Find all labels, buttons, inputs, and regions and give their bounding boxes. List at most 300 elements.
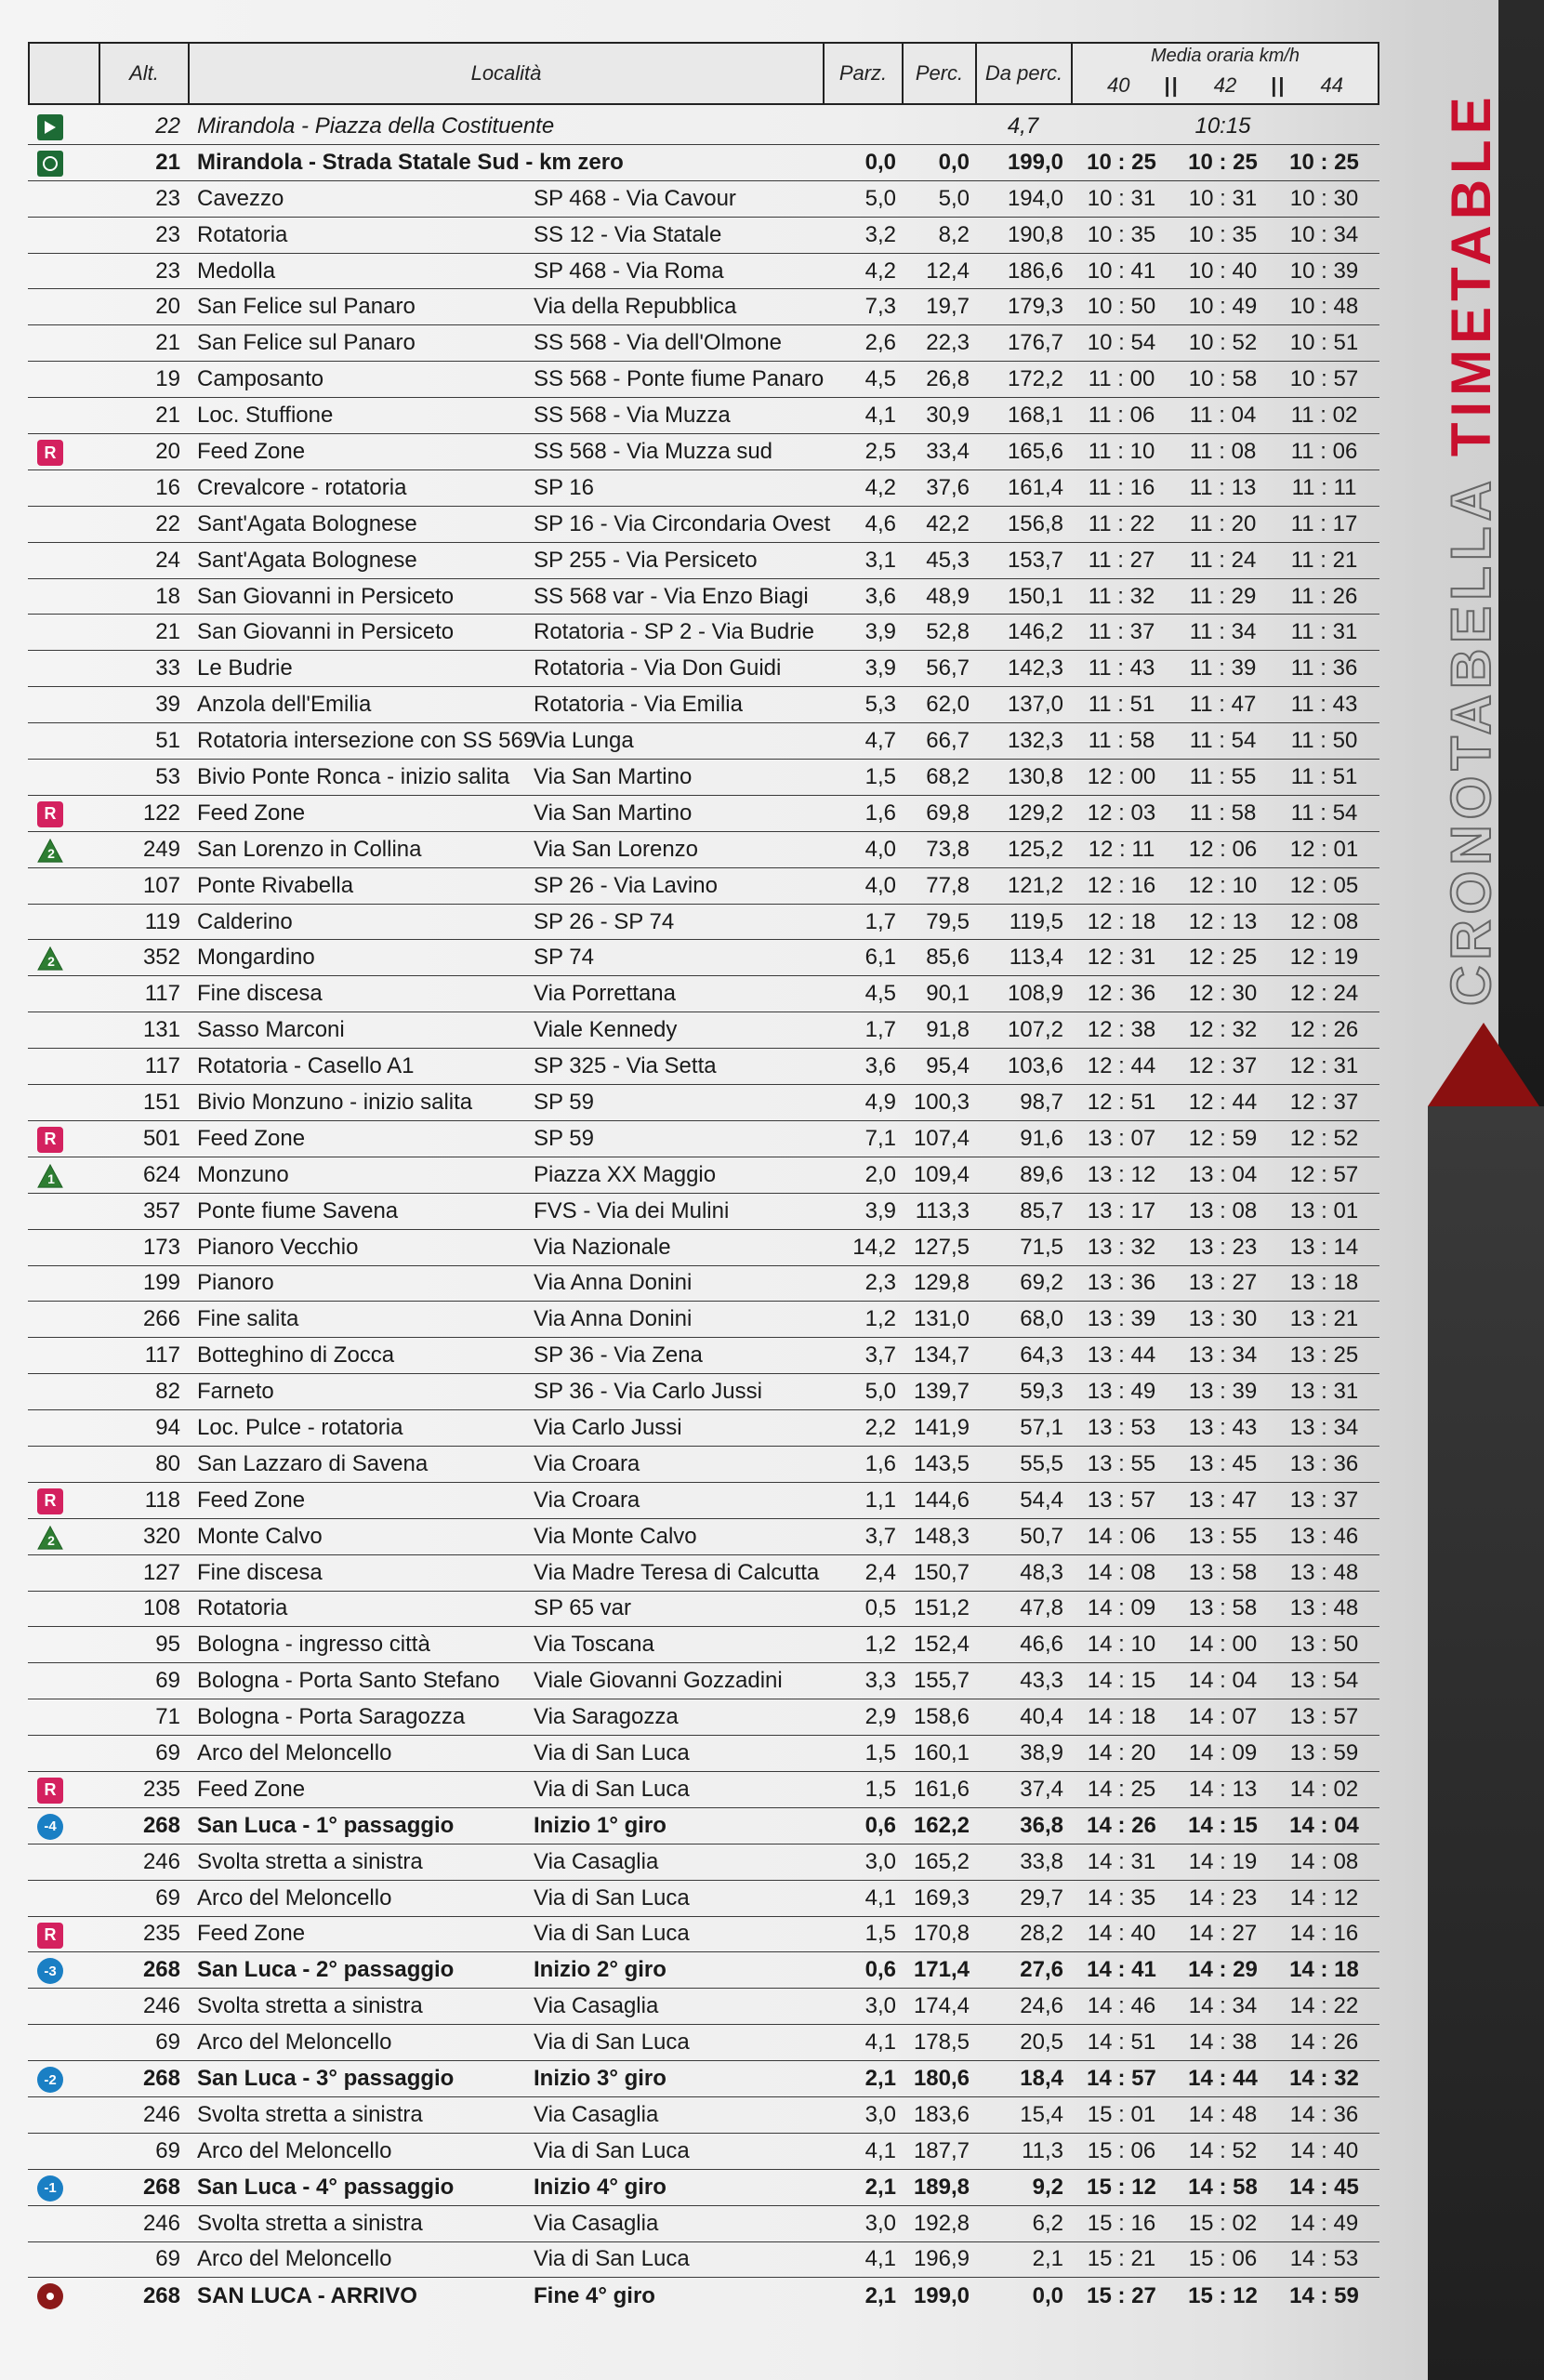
row-localita: Svolta stretta a sinistra bbox=[197, 2210, 423, 2236]
row-icon-cell bbox=[28, 2278, 99, 2314]
row-parz: 0,0 bbox=[864, 149, 896, 175]
row-alt: 352 bbox=[142, 945, 180, 971]
row-parz: 1,1 bbox=[864, 1487, 896, 1513]
row-road: SS 12 - Via Statale bbox=[534, 221, 722, 247]
row-parz: 0,5 bbox=[864, 1595, 896, 1621]
table-row bbox=[28, 868, 1379, 905]
row-localita: Fine discesa bbox=[197, 1559, 323, 1585]
row-perc: 69,8 bbox=[926, 800, 970, 826]
row-localita: Monte Calvo bbox=[197, 1523, 323, 1549]
row-time-40: 11 : 43 bbox=[1088, 655, 1155, 681]
feed-zone-icon: R bbox=[37, 1923, 63, 1949]
row-time-42: 14 : 44 bbox=[1188, 2066, 1258, 2092]
row-perc: 162,2 bbox=[913, 1812, 970, 1838]
row-localita: San Luca - 2° passaggio bbox=[197, 1957, 455, 1983]
row-time-42: 11 : 20 bbox=[1189, 510, 1257, 536]
lap-counter-icon: -2 bbox=[37, 2067, 63, 2093]
row-time-40: 11 : 00 bbox=[1088, 366, 1155, 392]
row-parz: 4,6 bbox=[864, 510, 896, 536]
row-alt: 22 bbox=[155, 510, 180, 536]
row-time-44: 11 : 50 bbox=[1290, 728, 1358, 754]
row-road: Inizio 1° giro bbox=[534, 1812, 666, 1838]
row-parz: 0,6 bbox=[864, 1957, 896, 1983]
row-alt: 23 bbox=[155, 185, 180, 211]
table-row bbox=[28, 832, 1379, 868]
row-alt: 117 bbox=[144, 1342, 180, 1368]
row-perc: 8,2 bbox=[938, 221, 970, 247]
row-parz: 2,5 bbox=[864, 438, 896, 464]
row-da-perc: 69,2 bbox=[1020, 1270, 1063, 1296]
row-road: Via di San Luca bbox=[534, 2030, 690, 2056]
row-time-40: 14 : 31 bbox=[1087, 1848, 1156, 1874]
feed-zone-icon: R bbox=[37, 1488, 63, 1514]
row-alt: 82 bbox=[155, 1379, 180, 1405]
row-da-perc: 36,8 bbox=[1020, 1812, 1063, 1838]
row-parz: 7,1 bbox=[864, 1125, 896, 1151]
row-time-44: 12 : 01 bbox=[1289, 836, 1359, 862]
row-parz: 4,5 bbox=[864, 981, 896, 1007]
row-da-perc: 153,7 bbox=[1007, 547, 1063, 573]
side-banner-edge bbox=[1498, 0, 1544, 1106]
row-perc: 42,2 bbox=[926, 510, 970, 536]
row-alt: 268 bbox=[142, 1957, 180, 1983]
row-da-perc: 54,4 bbox=[1020, 1487, 1063, 1513]
table-row bbox=[28, 325, 1379, 362]
row-perc: 91,8 bbox=[926, 1017, 970, 1043]
row-icon-cell bbox=[28, 181, 99, 217]
row-perc: 187,7 bbox=[913, 2137, 970, 2163]
row-localita: Arco del Meloncello bbox=[197, 2030, 392, 2056]
row-road: Via Madre Teresa di Calcutta bbox=[534, 1559, 820, 1585]
header-speeds bbox=[1073, 68, 1378, 103]
table-row bbox=[28, 1772, 1379, 1808]
row-time-42: 14 : 09 bbox=[1188, 1740, 1258, 1766]
row-perc: 66,7 bbox=[926, 728, 970, 754]
row-parz: 4,1 bbox=[864, 2137, 896, 2163]
row-time-42: 13 : 55 bbox=[1188, 1523, 1258, 1549]
row-perc: 68,2 bbox=[926, 763, 970, 789]
table-row bbox=[28, 1302, 1379, 1338]
table-row bbox=[28, 687, 1379, 723]
row-icon-cell bbox=[28, 145, 99, 180]
row-icon-cell bbox=[28, 579, 99, 615]
row-parz: 1,5 bbox=[864, 1921, 896, 1947]
row-time-40: 12 : 38 bbox=[1087, 1017, 1156, 1043]
row-time-42: 13 : 39 bbox=[1188, 1379, 1258, 1405]
row-alt: 624 bbox=[142, 1161, 180, 1187]
row-road: SS 568 - Via Muzza sud bbox=[534, 438, 773, 464]
row-road: SP 325 - Via Setta bbox=[534, 1053, 717, 1079]
table-row bbox=[28, 1049, 1379, 1085]
row-time-42: 14 : 23 bbox=[1188, 1884, 1258, 1911]
row-time-44: 14 : 02 bbox=[1289, 1776, 1359, 1802]
row-alt: 69 bbox=[155, 2030, 180, 2056]
row-parz: 2,4 bbox=[864, 1559, 896, 1585]
row-perc: 26,8 bbox=[926, 366, 970, 392]
row-da-perc: 98,7 bbox=[1020, 1089, 1063, 1115]
row-time-42: 10 : 25 bbox=[1188, 149, 1258, 175]
row-alt: 69 bbox=[155, 2246, 180, 2272]
row-da-perc: 15,4 bbox=[1020, 2101, 1063, 2127]
row-time-44: 14 : 26 bbox=[1289, 2030, 1359, 2056]
row-alt: 131 bbox=[142, 1017, 180, 1043]
row-icon-cell bbox=[28, 507, 99, 542]
row-road: SP 59 bbox=[534, 1089, 594, 1115]
row-time-44: 10 : 25 bbox=[1289, 149, 1359, 175]
row-icon-cell bbox=[28, 868, 99, 904]
table-row bbox=[28, 1338, 1379, 1374]
row-da-perc: 48,3 bbox=[1020, 1559, 1063, 1585]
row-alt: 357 bbox=[142, 1197, 180, 1223]
row-time-44: 13 : 57 bbox=[1289, 1704, 1359, 1730]
row-localita: San Felice sul Panaro bbox=[197, 294, 416, 320]
row-localita: Pianoro Vecchio bbox=[197, 1234, 359, 1260]
row-road: SP 16 - Via Circondaria Ovest bbox=[534, 510, 831, 536]
row-perc: 165,2 bbox=[913, 1848, 970, 1874]
row-icon-cell bbox=[28, 1483, 99, 1518]
row-localita: San Lorenzo in Collina bbox=[197, 836, 422, 862]
row-alt: 246 bbox=[142, 1993, 180, 2019]
table-row bbox=[28, 1989, 1379, 2025]
row-time-42: 14 : 58 bbox=[1188, 2174, 1258, 2200]
row-time-42: 11 : 47 bbox=[1189, 692, 1257, 718]
row-da-perc: 119,5 bbox=[1009, 908, 1063, 934]
row-localita: San Giovanni in Persiceto bbox=[197, 583, 455, 609]
row-icon-cell bbox=[28, 1519, 99, 1554]
row-localita: Loc. Pulce - rotatoria bbox=[197, 1415, 403, 1440]
row-road: Via Nazionale bbox=[534, 1234, 671, 1260]
row-parz: 1,6 bbox=[864, 800, 896, 826]
row-time-42: 15 : 12 bbox=[1188, 2282, 1258, 2308]
row-time-44: 12 : 08 bbox=[1289, 908, 1359, 934]
table-row bbox=[28, 181, 1379, 218]
row-localita: San Felice sul Panaro bbox=[197, 330, 416, 356]
row-da-perc: 113,4 bbox=[1009, 945, 1063, 971]
row-road: Via di San Luca bbox=[534, 1884, 690, 1911]
row-time-40: 12 : 44 bbox=[1087, 1053, 1156, 1079]
row-localita: Sasso Marconi bbox=[197, 1017, 345, 1043]
row-parz: 4,1 bbox=[864, 2030, 896, 2056]
table-row bbox=[28, 1157, 1379, 1194]
row-perc: 48,9 bbox=[926, 583, 970, 609]
table-row bbox=[28, 254, 1379, 290]
row-time-44: 11 : 43 bbox=[1290, 692, 1358, 718]
row-time-44: 10 : 57 bbox=[1289, 366, 1359, 392]
row-time-40: 11 : 27 bbox=[1088, 547, 1155, 573]
row-time-44: 11 : 26 bbox=[1290, 583, 1358, 609]
row-localita: Feed Zone bbox=[197, 1125, 306, 1151]
row-da-perc: 46,6 bbox=[1020, 1632, 1063, 1658]
row-icon-cell bbox=[28, 2170, 99, 2205]
row-da-perc: 4,7 bbox=[1007, 112, 1039, 139]
timetable bbox=[28, 109, 1379, 2314]
row-time-42: 11 : 58 bbox=[1189, 800, 1257, 826]
table-row bbox=[28, 1699, 1379, 1736]
row-icon-cell bbox=[28, 2025, 99, 2060]
row-icon-cell bbox=[28, 1844, 99, 1880]
row-time-40: 13 : 53 bbox=[1087, 1415, 1156, 1440]
row-icon-cell bbox=[28, 796, 99, 831]
row-time-40: 10 : 54 bbox=[1087, 330, 1156, 356]
row-road: Via Toscana bbox=[534, 1632, 654, 1658]
row-da-perc: 125,2 bbox=[1007, 836, 1063, 862]
row-parz: 2,1 bbox=[864, 2066, 896, 2092]
row-perc: 171,4 bbox=[913, 1957, 970, 1983]
row-time-40: 15 : 27 bbox=[1087, 2282, 1156, 2308]
row-time-42: 11 : 24 bbox=[1189, 547, 1257, 573]
row-localita: Bologna - Porta Saragozza bbox=[197, 1704, 466, 1730]
row-localita: Camposanto bbox=[197, 366, 324, 392]
row-time-40: 13 : 07 bbox=[1087, 1125, 1156, 1151]
row-road: Inizio 4° giro bbox=[534, 2174, 666, 2200]
row-perc: 12,4 bbox=[926, 258, 970, 284]
row-time-42: 13 : 43 bbox=[1188, 1415, 1258, 1440]
row-time-40: 14 : 46 bbox=[1087, 1993, 1156, 2019]
row-time-40: 13 : 32 bbox=[1087, 1234, 1156, 1260]
row-localita: Sant'Agata Bolognese bbox=[197, 510, 417, 536]
row-road: Via Monte Calvo bbox=[534, 1523, 697, 1549]
row-da-perc: 33,8 bbox=[1020, 1848, 1063, 1874]
row-perc: 170,8 bbox=[913, 1921, 970, 1947]
row-alt: 268 bbox=[142, 2066, 180, 2092]
row-perc: 30,9 bbox=[926, 403, 970, 429]
row-time-44: 14 : 18 bbox=[1289, 1957, 1359, 1983]
row-parz: 3,0 bbox=[864, 2210, 896, 2236]
row-da-perc: 91,6 bbox=[1020, 1125, 1063, 1151]
row-alt: 266 bbox=[142, 1306, 180, 1332]
row-alt: 18 bbox=[155, 583, 180, 609]
row-road: Piazza XX Maggio bbox=[534, 1161, 717, 1187]
row-time-44: 13 : 46 bbox=[1289, 1523, 1359, 1549]
row-icon-cell bbox=[28, 1338, 99, 1373]
row-time-42: 14 : 29 bbox=[1188, 1957, 1258, 1983]
row-time-42: 10 : 52 bbox=[1188, 330, 1258, 356]
climb-category-icon: 2 bbox=[37, 838, 63, 864]
row-time-44: 14 : 12 bbox=[1289, 1884, 1359, 1911]
table-row bbox=[28, 1627, 1379, 1663]
row-time-42: 14 : 19 bbox=[1188, 1848, 1258, 1874]
row-time-40: 14 : 40 bbox=[1087, 1921, 1156, 1947]
table-row bbox=[28, 2278, 1379, 2314]
row-icon-cell bbox=[28, 2097, 99, 2133]
row-time-40: 14 : 18 bbox=[1087, 1704, 1156, 1730]
row-da-perc: 57,1 bbox=[1020, 1415, 1063, 1440]
row-perc: 152,4 bbox=[913, 1632, 970, 1658]
row-time-40: 10 : 50 bbox=[1087, 294, 1156, 320]
row-alt: 16 bbox=[155, 474, 180, 500]
row-road: SP 36 - Via Carlo Jussi bbox=[534, 1379, 762, 1405]
row-perc: 77,8 bbox=[926, 872, 970, 898]
row-time-40: 11 : 37 bbox=[1088, 619, 1155, 645]
table-row bbox=[28, 1663, 1379, 1699]
row-icon-cell bbox=[28, 1302, 99, 1337]
table-row bbox=[28, 905, 1379, 941]
row-perc: 158,6 bbox=[913, 1704, 970, 1730]
row-localita: Rotatoria bbox=[197, 221, 288, 247]
row-road: SP 468 - Via Roma bbox=[534, 258, 724, 284]
row-icon-cell bbox=[28, 1881, 99, 1916]
row-localita: Anzola dell'Emilia bbox=[197, 692, 372, 718]
row-localita: Svolta stretta a sinistra bbox=[197, 2101, 423, 2127]
row-alt: 501 bbox=[142, 1125, 180, 1151]
row-road: SP 26 - SP 74 bbox=[534, 908, 675, 934]
row-time-44: 12 : 37 bbox=[1289, 1089, 1359, 1115]
row-da-perc: 50,7 bbox=[1020, 1523, 1063, 1549]
row-time-42: 15 : 06 bbox=[1188, 2246, 1258, 2272]
row-time-40: 12 : 00 bbox=[1087, 763, 1156, 789]
row-time-44: 11 : 21 bbox=[1290, 547, 1358, 573]
row-road: SS 568 - Via dell'Olmone bbox=[534, 330, 782, 356]
row-time-44: 11 : 02 bbox=[1290, 403, 1358, 429]
row-localita: Feed Zone bbox=[197, 1776, 306, 1802]
row-perc: 52,8 bbox=[926, 619, 970, 645]
row-time-44: 11 : 31 bbox=[1290, 619, 1358, 645]
row-time-44: 12 : 19 bbox=[1289, 945, 1359, 971]
table-row bbox=[28, 615, 1379, 651]
row-alt: 19 bbox=[155, 366, 180, 392]
row-road: SS 568 - Ponte fiume Panaro bbox=[534, 366, 825, 392]
row-road: Via Croara bbox=[534, 1487, 640, 1513]
row-parz: 3,0 bbox=[864, 1848, 896, 1874]
row-time-42: 12 : 30 bbox=[1188, 981, 1258, 1007]
row-time-42: 14 : 27 bbox=[1188, 1921, 1258, 1947]
side-title bbox=[1439, 28, 1502, 1023]
row-time-44: 13 : 25 bbox=[1289, 1342, 1359, 1368]
row-time-42: 11 : 29 bbox=[1189, 583, 1257, 609]
side-title-cronotabella: CRONOTABELLA bbox=[1439, 475, 1502, 1006]
row-time-40: 14 : 09 bbox=[1087, 1595, 1156, 1621]
row-parz: 3,0 bbox=[864, 1993, 896, 2019]
side-banner-dark bbox=[1428, 1106, 1544, 2380]
row-icon-cell bbox=[28, 2134, 99, 2169]
row-alt: 173 bbox=[142, 1234, 180, 1260]
row-time-42: 13 : 45 bbox=[1188, 1450, 1258, 1476]
row-localita: Monzuno bbox=[197, 1161, 289, 1187]
row-parz: 4,0 bbox=[864, 836, 896, 862]
row-alt: 108 bbox=[142, 1595, 180, 1621]
row-road: Via Carlo Jussi bbox=[534, 1415, 682, 1440]
row-parz: 1,5 bbox=[864, 1776, 896, 1802]
row-parz: 4,2 bbox=[864, 258, 896, 284]
row-road: SP 468 - Via Cavour bbox=[534, 185, 736, 211]
row-time-40: 15 : 16 bbox=[1087, 2210, 1156, 2236]
row-time-42: 14 : 04 bbox=[1188, 1668, 1258, 1694]
row-localita: Mongardino bbox=[197, 945, 315, 971]
row-icon-cell bbox=[28, 1592, 99, 1627]
row-road: Via Anna Donini bbox=[534, 1270, 693, 1296]
table-row bbox=[28, 543, 1379, 579]
row-time-42: 12 : 59 bbox=[1188, 1125, 1258, 1151]
row-time-44: 13 : 21 bbox=[1289, 1306, 1359, 1332]
row-time-40: 12 : 51 bbox=[1087, 1089, 1156, 1115]
row-alt: 199 bbox=[142, 1270, 180, 1296]
row-localita: Botteghino di Zocca bbox=[197, 1342, 395, 1368]
climb-category-icon: 2 bbox=[37, 945, 63, 972]
row-localita: Svolta stretta a sinistra bbox=[197, 1993, 423, 2019]
row-parz: 4,1 bbox=[864, 2246, 896, 2272]
row-road: Via Casaglia bbox=[534, 1993, 659, 2019]
header-parz: Parz. bbox=[825, 44, 904, 103]
row-icon-cell bbox=[28, 976, 99, 1012]
row-time-40: 11 : 16 bbox=[1088, 474, 1155, 500]
row-localita: Pianoro bbox=[197, 1270, 274, 1296]
lap-counter-icon: -4 bbox=[37, 1814, 63, 1840]
row-localita: San Luca - 4° passaggio bbox=[197, 2174, 455, 2200]
header-media-title: Media oraria km/h bbox=[1150, 45, 1300, 66]
row-time-40: 15 : 21 bbox=[1087, 2246, 1156, 2272]
row-parz: 2,9 bbox=[864, 1704, 896, 1730]
row-perc: 22,3 bbox=[926, 330, 970, 356]
row-time-40: 14 : 51 bbox=[1087, 2030, 1156, 2056]
lap-counter-icon: -3 bbox=[37, 1958, 63, 1984]
table-row bbox=[28, 507, 1379, 543]
row-localita: Rotatoria bbox=[197, 1595, 288, 1621]
row-alt: 20 bbox=[155, 438, 180, 464]
row-parz: 1,6 bbox=[864, 1450, 896, 1476]
row-parz: 3,9 bbox=[864, 1197, 896, 1223]
row-time-44: 14 : 36 bbox=[1289, 2101, 1359, 2127]
row-road: Via Casaglia bbox=[534, 1848, 659, 1874]
row-time-40: 13 : 55 bbox=[1087, 1450, 1156, 1476]
row-icon-cell bbox=[28, 1230, 99, 1265]
row-time-40: 13 : 36 bbox=[1087, 1270, 1156, 1296]
row-time-42: 13 : 30 bbox=[1188, 1306, 1258, 1332]
row-icon-cell bbox=[28, 362, 99, 397]
row-time-42: 12 : 37 bbox=[1188, 1053, 1258, 1079]
row-time-40: 14 : 41 bbox=[1087, 1957, 1156, 1983]
row-parz: 1,2 bbox=[864, 1632, 896, 1658]
row-time-44: 11 : 51 bbox=[1290, 763, 1358, 789]
row-icon-cell bbox=[28, 615, 99, 650]
row-alt: 69 bbox=[155, 1668, 180, 1694]
row-perc: 151,2 bbox=[913, 1595, 970, 1621]
table-row bbox=[28, 218, 1379, 254]
row-perc: 180,6 bbox=[913, 2066, 970, 2092]
header-da-perc: Da perc. bbox=[977, 44, 1073, 103]
row-time-44: 10 : 48 bbox=[1289, 294, 1359, 320]
table-rows bbox=[28, 145, 1379, 2314]
row-time-40: 15 : 06 bbox=[1087, 2137, 1156, 2163]
row-perc: 56,7 bbox=[926, 655, 970, 681]
row-road: Via Porrettana bbox=[534, 981, 676, 1007]
climb-category-icon: 2 bbox=[37, 1525, 63, 1551]
row-alt: 235 bbox=[142, 1921, 180, 1947]
row-perc: 79,5 bbox=[926, 908, 970, 934]
row-road: Via della Repubblica bbox=[534, 294, 737, 320]
row-localita: Bivio Monzuno - inizio salita bbox=[197, 1089, 473, 1115]
row-parz: 7,3 bbox=[864, 294, 896, 320]
row-perc: 196,9 bbox=[913, 2246, 970, 2272]
row-da-perc: 11,3 bbox=[1022, 2137, 1063, 2163]
row-localita: Feed Zone bbox=[197, 438, 306, 464]
row-time-44: 12 : 24 bbox=[1289, 981, 1359, 1007]
row-time-44: 14 : 22 bbox=[1289, 1993, 1359, 2019]
row-time-42: 14 : 48 bbox=[1188, 2101, 1258, 2127]
row-time-44: 13 : 48 bbox=[1289, 1595, 1359, 1621]
side-title-timetable: TIMETABLE bbox=[1439, 91, 1502, 457]
row-time-44: 11 : 06 bbox=[1290, 438, 1358, 464]
row-da-perc: 186,6 bbox=[1007, 258, 1063, 284]
row-icon-cell bbox=[28, 434, 99, 469]
row-parz: 4,0 bbox=[864, 872, 896, 898]
row-time-42: 14 : 13 bbox=[1188, 1776, 1258, 1802]
row-road: Via Casaglia bbox=[534, 2210, 659, 2236]
row-localita: Loc. Stuffione bbox=[197, 403, 334, 429]
row-perc: 95,4 bbox=[926, 1053, 970, 1079]
table-row bbox=[28, 362, 1379, 398]
row-road: SP 65 var bbox=[534, 1595, 631, 1621]
row-parz: 4,7 bbox=[864, 728, 896, 754]
